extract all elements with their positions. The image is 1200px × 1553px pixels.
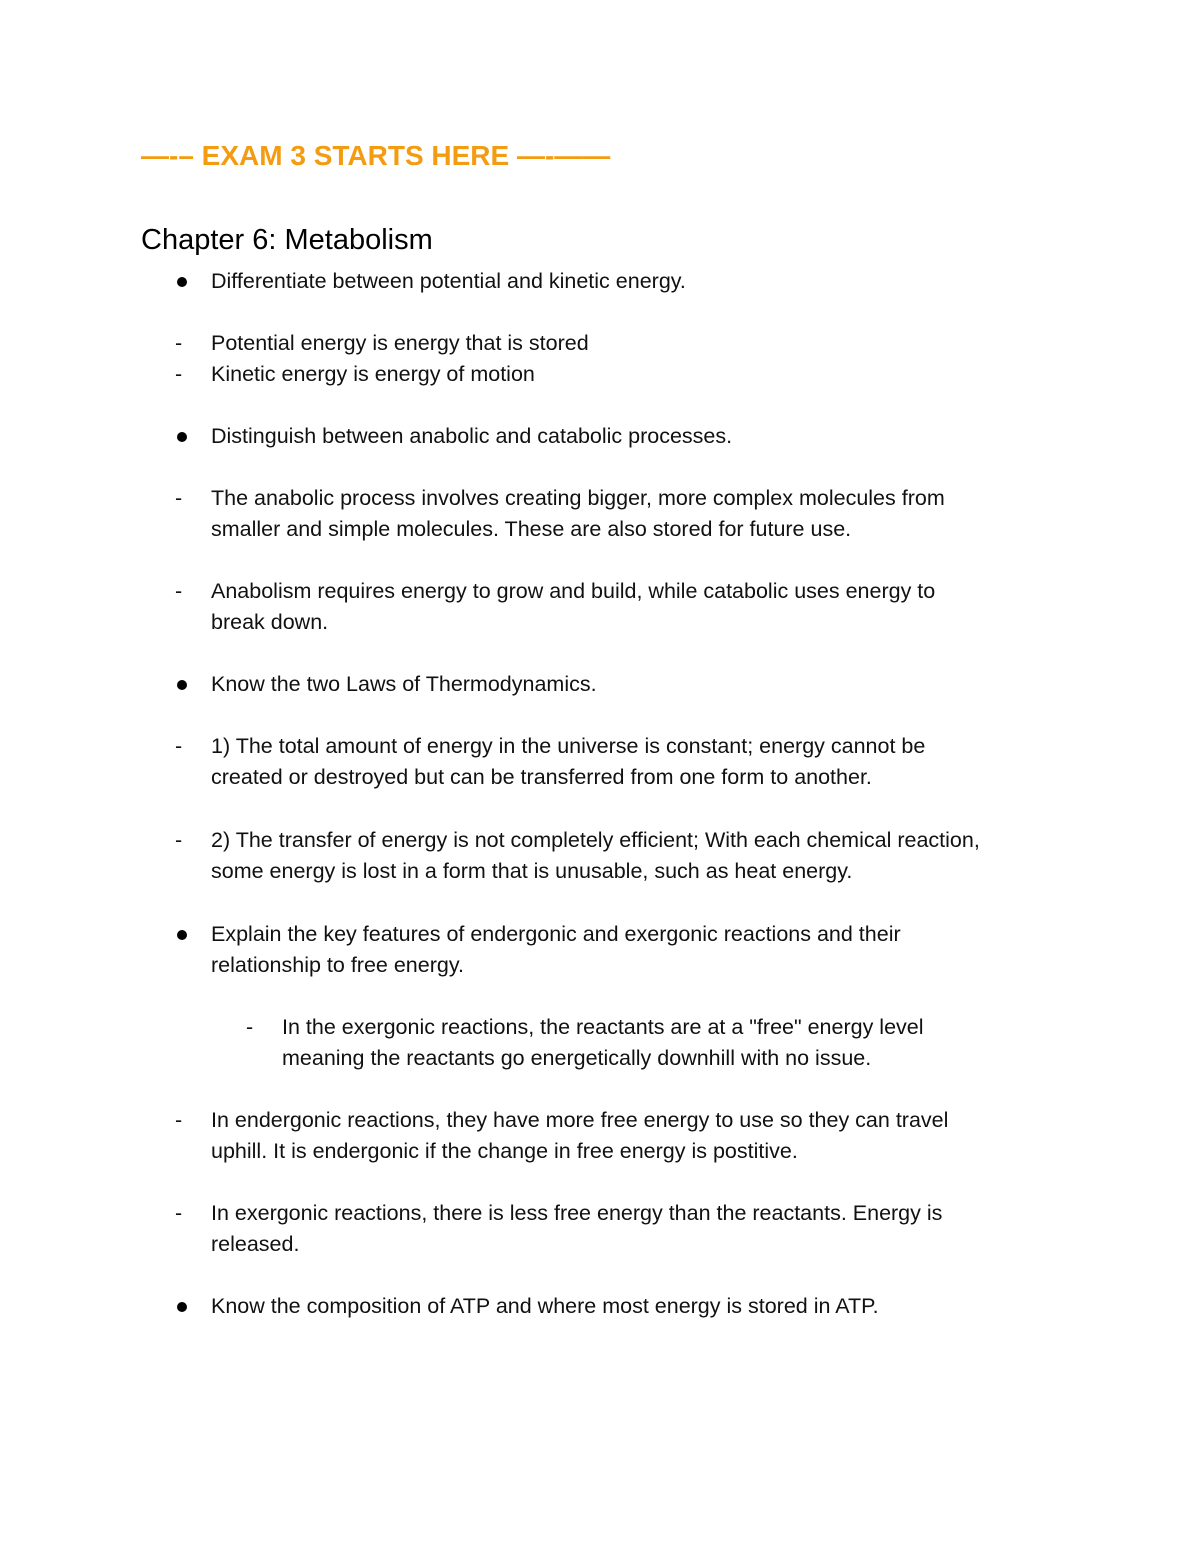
- bullet-icon: [177, 277, 187, 287]
- list-item-text: Know the two Laws of Thermodynamics.: [211, 672, 597, 696]
- dash-marker: -: [246, 1015, 254, 1039]
- list-item-text: Kinetic energy is energy of motion: [211, 362, 535, 386]
- list-item-text: In exergonic reactions, there is less free energy than the reactants. Energy is: [211, 1201, 943, 1225]
- list-item-text: 2) The transfer of energy is not completely efficient; With each chemical reaction,: [211, 828, 980, 852]
- list-item-text: Potential energy is energy that is stored: [211, 331, 589, 355]
- list-item-text: created or destroyed but can be transferred from one form to another.: [211, 765, 872, 789]
- list-item-text: released.: [211, 1232, 300, 1256]
- bullet-icon: [177, 930, 187, 940]
- list-item-text: Anabolism requires energy to grow and build, while catabolic uses energy to: [211, 579, 936, 603]
- dash-marker: -: [175, 828, 183, 852]
- dash-marker: -: [175, 331, 183, 355]
- list-item-text: Distinguish between anabolic and catabolic processes.: [211, 424, 733, 448]
- list-item-text: break down.: [211, 610, 329, 634]
- dash-marker: -: [175, 1201, 183, 1225]
- list-item-text: relationship to free energy.: [211, 953, 464, 977]
- list-item-text: smaller and simple molecules. These are also stored for future use.: [211, 517, 852, 541]
- exam-banner: —-– EXAM 3 STARTS HERE —-——: [141, 140, 611, 171]
- list-item-text: The anabolic process involves creating bigger, more complex molecules from: [211, 486, 945, 510]
- list-item-text: Explain the key features of endergonic and exergonic reactions and their: [211, 922, 901, 946]
- list-item-text: In the exergonic reactions, the reactants are at a "free" energy level: [282, 1015, 924, 1039]
- chapter-title: Chapter 6: Metabolism: [141, 224, 433, 256]
- list-item-text: In endergonic reactions, they have more free energy to use so they can travel: [211, 1108, 949, 1132]
- bullet-icon: [177, 432, 187, 442]
- list-item-text: 1) The total amount of energy in the universe is constant; energy cannot be: [211, 734, 926, 758]
- dash-marker: -: [175, 579, 183, 603]
- dash-marker: -: [175, 734, 183, 758]
- list-item-text: meaning the reactants go energetically downhill with no issue.: [282, 1046, 872, 1070]
- list-item-text: uphill. It is endergonic if the change in free energy is postitive.: [211, 1139, 798, 1163]
- bullet-icon: [177, 680, 187, 690]
- list-item-text: Know the composition of ATP and where most energy is stored in ATP.: [211, 1294, 879, 1318]
- bullet-icon: [177, 1302, 187, 1312]
- dash-marker: -: [175, 362, 183, 386]
- dash-marker: -: [175, 486, 183, 510]
- list-item-text: Differentiate between potential and kinetic energy.: [211, 269, 686, 293]
- dash-marker: -: [175, 1108, 183, 1132]
- list-item-text: some energy is lost in a form that is unusable, such as heat energy.: [211, 859, 853, 883]
